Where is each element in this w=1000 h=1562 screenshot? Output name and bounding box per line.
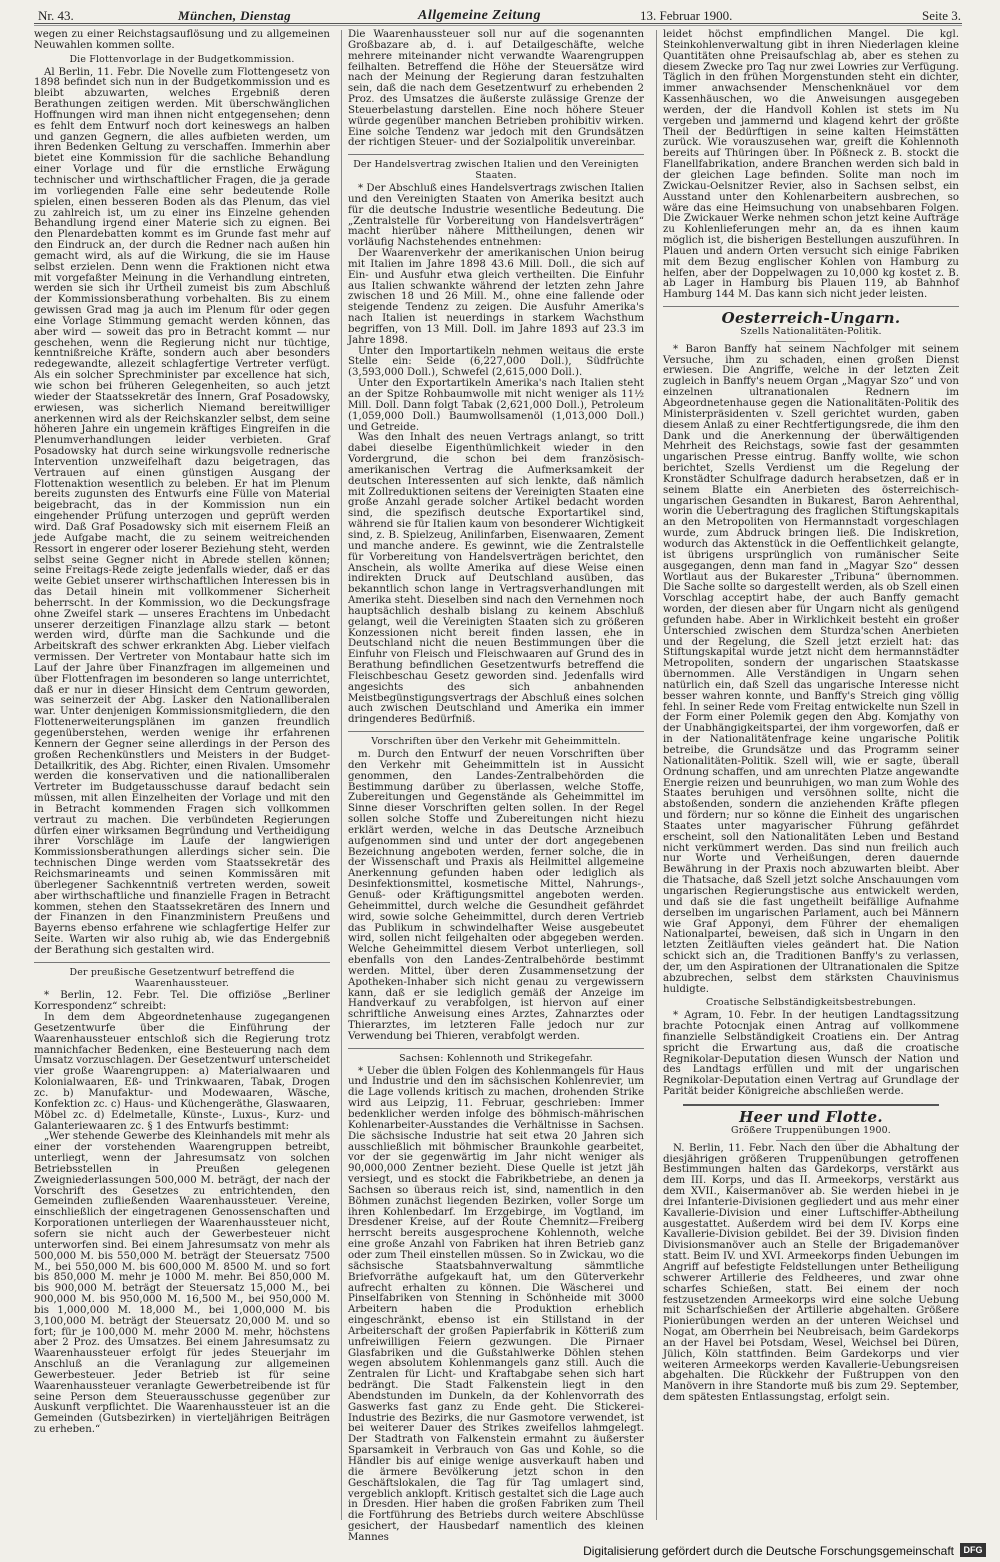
department-heading: Oesterreich-Ungarn.: [721, 309, 901, 328]
masthead-rule: [34, 23, 962, 24]
section-separator: [34, 962, 330, 963]
footer-credit: Digitalisierung gefördert durch die Deutsche Forschungsgemeinschaft: [583, 1544, 954, 1558]
paragraph: In dem dem Abgeordnetenhause zugegangenen Gesetzentwurfe über die Einführung der Waarenhaussteuer entschloß sich die Regierung trotz mannichfacher Bedenken, eine Besteuerung nach dem Umsatz vorzuschlagen. Der Gesetzentwurf unterscheidet vier große Waarengruppen: a) Materialwaaren und Kolonialwaaren, Eß- und Trinkwaaren, Tabak, Drogen zc. b) Manufaktur- und Modewaaren, Wäsche, Konfektion zc. c) Haus- und Küchengeräthe, Glaswaaren, Möbel zc. d) Edelmetalle, Künste-, Luxus-, Kurz- und Galanteriewaaren zc. § 1 des Entwurfs bestimmt:: [34, 1012, 330, 1132]
paragraph: wegen zu einer Reichstagsauflösung und zu allgemeinen Neuwahlen kommen sollte.: [34, 29, 330, 51]
section-heading: Größere Truppenübungen 1900.: [731, 1124, 891, 1136]
section-separator: [663, 306, 959, 307]
heading-rule: [776, 341, 846, 342]
dfg-logo: DFG: [960, 1543, 986, 1557]
paragraph: * Berlin, 12. Febr. Tel. Die offiziöse „Berliner Korrespondenz“ schreibt:: [34, 990, 330, 1013]
paragraph: Al Berlin, 11. Febr. Die Novelle zum Flottengesetz von 1898 befindet sich nun in der Budgetkommission und es bleibt abzuwarten, welches Ergebniß deren Berathungen zeitigen werden. Mit überschwänglichen Hoffnungen wird man ihnen nicht entgegensehen; denn es fehlt dem Entwurf noch dort keineswegs an halben und ganzen Gegnern, die alles aufbieten werden, um ihren Bedenken Geltung zu verschaffen. Immerhin aber bietet eine Kommission für die sachliche Behandlung einer Vorlage und für die ernstliche Erwägung technischer und wirthschaftlicher Fragen, die ja gerade im vorliegenden Falle eine sehr bedeutende Rolle spielen, einen besseren Boden als das Plenum, das viel zu zahlreich ist, um zu einer ins Einzelne gehenden Behandlung irgend einer Materie sich zu eignen. Bei den Plenardebatten kommt es im Grunde fast mehr auf den Eindruck an, der durch die Redner nach außen hin gemacht wird, als auf die Wirkung, die sie im Hause selbst erzielen. Denn wenn die Fraktionen nicht etwa mit vorgefaßter Meinung in die Verhandlung eintreten, werden sie sich ihr Urtheil zumeist bis zum Abschluß der Kommissionsberathung vorbehalten. Bis zu einem gewissen Grad mag ja auch im Plenum für oder gegen eine Vorlage Stimmung gemacht werden können, das aber wird — soweit das pro in Betracht kommt — nur geschehen, wenn die Regierung nicht nur tüchtige, kenntnißreiche Kräfte, sondern auch aber besonders redegewandte, allezeit schlagfertige Vertreter verfügt. Als ein solcher Sprechminister par excellence hat sich, wie schon bei früheren Gelegenheiten, so auch jetzt wieder der Staatssekretär des Innern, Graf Posadowsky, erwiesen, was sicherlich Niemand bereitwilliger anerkennen wird als der Reichskanzler selbst, dem seine höheren Jahre ein ungemein kräftiges Eingreifen in die Plenumverhandlungen leider verbieten. Graf Posadowsky hat durch seine wirkungsvolle rednerische Intervention unzweifelhaft dazu beigetragen, das Vertrauen auf einen günstigen Ausgang der Flottenaktion wesentlich zu beleben. Er hat im Plenum bereits zugunsten des Entwurfs eine Fülle von Material beigebracht, das in der Kommission nun ein eingehender Prüfung unterzogen und geprüft werden wird. Daß Graf Posadowsky sich mit eisernem Fleiß an jede Aufgabe macht, die zu seinem weitreichenden Ressort in engerer oder loserer Beziehung steht, werden selbst seine Gegner nicht in Abrede stellen können; seine Freitags-Rede zeigte jedenfalls wieder, daß er das weite Gebiet unserer wirthschaftlichen Interessen bis in das Detail hinein mit vollkommener Sicherheit beherrscht. In der Kommission, wo die Deckungsfrage ohne Zweifel stark — unseres Erachtens im Unbedacht unserer derzeitigen Finanzlage allzu stark — betont werden wird, dürfte man die Sachkunde und die Arbeitskraft des schwer erkrankten Abg. Lieber vielfach vermissen. Der Vertreter von Montabaur hatte sich im Lauf der Jahre über Finanzfragen im allgemeinen und über Flottenfragen im besonderen so lange unterrichtet, daß er nur in dieser Hinsicht dem Centrum geworden, was seinerzeit der Abg. Lasker den Nationalliberalen war. Unter denjenigen Kommissionsmitgliedern, die den Flottenerweiterungsplänen im ganzen freundlich gegenüberstehen, werden wenige ihr erfahrenen Kennern der Gegner seine allerdings in der Person des großen Rechenkünstlers und Meisters in der Budget-Detailkritik, des Abg. Richter, einen Rivalen. Umsomehr werden die konservativen und die nationalliberalen Vertreter im Budgetausschusse darauf bedacht sein müssen, mit allen Einzelheiten der Vorlage und mit den in Betracht kommenden Fragen sich vollkommen vertraut zu machen. Die verbündeten Regierungen dürfen einer wirksamen Begründung und Vertheidigung ihrer Vorschläge im Laufe der langwierigen Kommissionsberathungen allerdings sicher sein. Die technischen Dinge werden vom Staatssekretär des Reichsmarineamts und seinen Kommissären mit überlegener Sachkenntniß vertreten werden, soweit aber wirthschaftliche und finanzielle Fragen in Betracht kommen, stehen den Staatssekretären des Innern und der Finanzen in den Finanzministern Preußens und Bayerns ebenso erfahrene wie schlagfertige Helfer zur Seite. Warten wir also ruhig ab, wie das Endergebniß der Berathung sich gestalten wird.: [34, 66, 330, 956]
section-heading: Szells Nationalitäten-Politik.: [740, 325, 882, 337]
section-separator: [348, 731, 644, 732]
page-number: Nr. 43.: [38, 8, 74, 23]
column-2: [348, 29, 644, 1543]
paragraph: Die Waarenhaussteuer soll nur auf die sogenannten Großbazare ab, d. i. auf Detailgeschäfte, welche mehrere miteinander nicht verwandte Waarengruppen feilhalten. Betreffend die Höhe der Steuersätze wird nach der Meinung der Regierung daran festzuhalten sein, daß die nach dem Gesetzentwurf zu erhebenden 2 Proz. des Umsatzes die äußerste zulässige Grenze der Steuerbelastung darstellen. Eine noch höhere Steuer würde gegenüber manchen Betrieben prohibitiv wirken. Eine solche Tendenz war jedoch mit den Grundsätzen der richtigen Steuer- und der Sozialpolitik unvereinbar.: [348, 29, 644, 149]
section-heading: Sachsen: Kohlennoth und Strikegefahr.: [399, 1052, 593, 1064]
column-divider: [341, 30, 342, 1520]
paragraph: m. Durch den Entwurf der neuen Vorschriften über den Verkehr mit Geheimmitteln ist in Aussicht genommen, den Landes-Zentralbehörden die Bestimmung darüber zu überlassen, welche Stoffe, Zubereitungen und Gegenstände als Geheimmittel im Sinne dieser Vorschriften gelten sollen. In der Regel sollen solche Stoffe und Zubereitungen nicht hiezu erklärt werden, welche in das Deutsche Arzneibuch aufgenommen sind und unter der dort angegebenen Bezeichnung angeboten werden, ferner solche, die in der Wissenschaft und Praxis als Heilmittel allgemeine Anerkennung gefunden haben oder lediglich als Desinfektionsmittel, kosmetische Mittel, Nahrungs-, Genuß- oder Kräftigungsmittel angeboten werden. Geheimmittel, durch welche die Gesundheit gefährdet wird, sowie solche Geheimmittel, durch deren Vertrieb das Publikum in schwindelhafter Weise ausgebeutet wird, sollen nicht feilgehalten oder abgegeben werden. Welche Geheimmittel diesem Verbot unterliegen, soll ebenfalls von den Landes-Zentralbehörde bestimmt werden. Mittel, über deren Zusammensetzung der Apotheken-Inhaber sich nicht genau zu vergewissern kann, daß er sie lediglich gemäß der Anzeige im Handverkauf zu verabfolgen, ist hiervon auf einer schriftliche Anweisung eines Arztes, Zahnarztes oder Thierarztes, im letzteren Falle jedoch nur zur Verwendung bei Thieren, verabfolgt werden.: [348, 749, 644, 1042]
paragraph: Unter den Exportartikeln Amerika's nach Italien steht an der Spitze Rohbaumwolle mit nicht weniger als 11½ Mill. Doll. Dann folgt Tabak (2,621,000 Doll.), Petroleum (1,059,000 Doll.) Baumwollsamenöl (1,013,000 Doll.) und Getreide.: [348, 378, 644, 433]
section-heading: Vorschriften über den Verkehr mit Geheimmitteln.: [371, 736, 621, 748]
department-heading: Heer und Flotte.: [739, 1108, 883, 1126]
section-heading: Der Handelsvertrag zwischen Italien und den Vereinigten Staaten.: [353, 159, 639, 182]
page-side: Seite 3.: [922, 8, 961, 23]
section-separator: [348, 1048, 644, 1049]
section-separator: [683, 1104, 939, 1106]
column-1: [34, 30, 330, 1520]
publication-date: 13. Februar 1900.: [640, 8, 733, 23]
masthead-rule-2: [34, 25, 962, 26]
paragraph: * Ueber die üblen Folgen des Kohlenmangels für Haus und Industrie und den im sächsischen Kohlenrevier, um die Lage vollends kritisch zu machen, drohenden Strike wird aus Leipzig, 11. Februar, geschrieben: Immer bedenklicher werden infolge des böhmisch-mährischen Kohlenarbeiter-Ausstandes die Verhältnisse in Sachsen. Die sächsische Industrie hat seit etwa 20 Jahren sich ausschließlich mit böhmischer Braunkohle gearbeitet, vor der sie gegenwärtig im Jahr nicht weniger als 90,000,000 Zentner bezieht. Diese Quelle ist jetzt jäh versiegt, und es stockt die Fabrikbetriebe, an denen ja Sachsen so überaus reich ist, sind, namentlich in den Böhmen zunächst liegenden Bezirken, voller Sorge um ihren Kohlenbedarf. Im Erzgebirge, im Vogtland, im Dresdener Kreise, auf der Route Chemnitz—Freiberg herrscht bereits ausgesprochene Kohlennoth, welche eine große Anzahl von Fabriken hat ihren Betrieb ganz oder zum Theil einstellen müssen. So in Zwickau, wo die sächsische Staatsbahnverwaltung sämmtliche Briefvorräthe aufgekauft hat, um den Güterverkehr aufrecht erhalten zu können. Die Wäscherei und Pinselfabriken von Stenning in Schönheide mit 3000 Arbeitern haben die Produktion erheblich eingeschränkt, ebenso ist ein Stillstand in der Arbeiterschaft der großen Papierfabrik in Kötteriß zum unfreiwilligen Feiern gezwungen. Die Pirnaer Glasfabriken und die Gußstahlwerke Döhlen stehen wegen absolutem Kohlenmangels ganz still. Auch die Zentralen für Licht- und Kraftabgabe sehen sich hart bedrängt. Die Stadt Falkenstein liegt in den Abendstunden im Dunkeln, da der Kohlenvorrath des Gaswerks fast ganz zu Ende geht. Die Stickerei-Industrie des Bezirks, die nur Gasmotore verwendet, ist bei weiterer Dauer des Strikes zweifellos lahmgelegt. Der Stadtrath von Falkenstein ermahnt zu äußerster Sparsamkeit in Verbrauch von Gas und Kohle, so die Händler bis auf einige wenige ausverkauft haben und die ärmere Bevölkerung jetzt schon in den Geschäftslokalen, die Tag für Tag umlagert sind, vergeblich anklopft. Kritisch gestaltet sich die Lage auch in Dresden. Hier haben die großen Fabriken zum Theil die Fortführung des Betriebs durch weitere Abschlüsse gesichert, der Hausbedarf namentlich des kleinen Mannes: [348, 1065, 644, 1543]
section-heading: Croatische Selbständigkeitsbestrebungen.: [705, 997, 917, 1009]
paragraph: „Wer stehende Gewerbe des Kleinhandels mit mehr als einer der vorstehenden Waarengruppen betreibt, unterliegt, wenn der Jahresumsatz von solchen Betriebsstellen in Preußen gelegenen Zweigniederlassungen 500,000 M. beträgt, der nach der Vorschrift des Gesetzes zu entrichtenden, den Gemeinden zufließenden Waarenhaussteuer. Vereine, einschließlich der eingetragenen Genossenschaften und Korporationen unterliegen der Waarenhaussteuer nicht, sofern sie nicht auch der Gewerbesteuer nicht unterworfen sind. Bei einem Jahresumsatz von mehr als 500,000 M. bis 550,000 M. beträgt der Steuersatz 7500 M., bei 550,000 M. bis 600,000 M. 8500 M. und so fort bis 850,000 M. mehr je 1000 M. mehr. Bei 850,000 M. bis 900,000 M. beträgt der Steuersatz 15,000 M., bei 900,000 M. bis 950,000 M. 16,500 M., bei 950,000 M. bis 1,000,000 M. 18,000 M., bei 1,000,000 M. bis 3,100,000 M. beträgt der Steuersatz 20,000 M. und so fort; für je 100,000 M. mehr 2000 M. mehr, höchstens aber 2 Proz. des Umsatzes. Bei einem Jahresumsatz zu Waarenhaussteuer erfolgt für jedes Steuerjahr im Anschluß an die Veranlagung zur allgemeinen Gewerbesteuer. Jeder Betrieb ist für seine Waarenhaussteuer veranlagte Gewerbetreibende ist für seine Person dem Steuerausschusse gegenüber zur Auskunft verpflichtet. Die Waarenhaussteuer ist an die Gemeinden (Gutsbezirken) in vierteljährigen Beiträgen zu erheben.“: [34, 1131, 330, 1436]
heading-rule: [776, 1140, 846, 1141]
paragraph: * Baron Banffy hat seinem Nachfolger mit seinem Versuche, ihm zu schaden, einen großen Dienst erwiesen. Die Angriffe, welche in der letzten Zeit zugleich in Banffy's neuem Organ „Magyar Szo“ und von einzelnen ultranationalen Rednern im Abgeordnetenhause gegen die Nationalitäten-Politik des Ministerpräsidenten v. Szell gerichtet wurden, gaben diesem Anlaß zu einer Rechtfertigungsrede, die ihm den Dank und die Anerkennung der überwältigenden Mehrheit des Reichstags, sowie fast der gesammten ungarischen Presse eintrug. Banffy wollte, wie schon berichtet, Szells Verdienst um die Regelung der Kronstädter Schulfrage dadurch herabsetzen, daß er in seinem Blatte ein Anerbieten des österreichisch-ungarischen Gesandten in Bukarest, Baron Aehrenthal, worin die Uebertragung des fraglichen Stiftungskapitals an den Metropoliten von Hermannstadt vorgeschlagen wurde, zum Abdruck bringen ließ. Die Indiskretion, wodurch das Aktenstück in die Oeffentlichkeit gelangte, ist übrigens ursprünglich von rumänischer Seite ausgegangen, denn man fand in „Magyar Szo“ dessen Wortlaut aus der Bukarester „Tribuna“ übernommen. Die Sache sollte so dargestellt werden, als ob Szell einen Vorschlag acceptirt habe, der auch Banffy gemacht worden, der diesen aber für Ungarn nicht als genügend gefunden habe. Aber in Wirklichkeit besteht ein großer Unterschied zwischen dem Sturdza'schen Anerbieten und der Regelung, die Szell jetzt erzielt hat: das Stiftungskapital wurde jetzt nicht dem hermannstädter Metropoliten, sondern der ungarischen Staatskasse übernommen. Alle Verständigen in Ungarn sehen natürlich ein, daß Szell das ungarische Interesse nicht besser wahren konnte, und Banffy's Streich ging völlig fehl. In seiner Rede vom Freitag entwickelte nun Szell in der Form einer Polemik gegen den Abg. Komjathy von der Unabhängigkeitspartei, der ihm vorgeworfen, daß er in der Nationalitätenfrage keine ungarische Politik betreibe, die Grundsätze und das Programm seiner Nationalitäten-Politik. Szell will, wie er sagte, überall Ordnung schaffen, und am unrechten Platze angewandte Energie reizen und beunruhigen, wo man zum Wohle des Staates beruhigen und versöhnen sollte, nicht die abstoßenden, sondern die anziehenden Kräfte pflegen und fördern; nur so könne die Einheit des ungarischen Staates unter magyarischer Führung gefährdet erscheint, soll den Nationalitäten Leben und Bestand nicht verkümmert werden. Das sind nun freilich auch nur Worte und Verheißungen, deren dauernde Bewährung in der Praxis noch abzuwarten bleibt. Aber die Thatsache, daß Szell jetzt solche Anschauungen vom ungarischen Regierungstische aus entwickelt werden, und daß sie die fast ungetheilt beifällige Aufnahme derselben im ungarischen Parlament, auch bei Männern wie Graf Apponyi, dem Führer der ehemaligen Nationalpartei, beweisen, daß sich in Ungarn in den letzten Zeitläuften vieles geändert hat. Die Nation schickt sich an, die Traditionen Banffy's zu verlassen, der, um den Aspirationen der Ultranationalen die Spitze abzubrechen, selbst dem stärksten Chauvinismus huldigte.: [663, 343, 959, 995]
masthead: [0, 0, 1000, 24]
paragraph: Der Waarenverkehr der amerikanischen Union beirug mit Italien im Jahre 1898 43.6 Mill. Doll., die sich auf Ein- und Ausfuhr etwa gleich vertheilten. Die Einfuhr aus Italien schwankte während der letzten zehn Jahre zwischen 18 und 26 Mill. M., ohne eine fallende oder steigende Tendenz zu zeigen. Die Ausfuhr Amerika's nach Italien ist neuerdings in starkem Wachsthum begriffen, von 13 Mill. Doll. im Jahre 1893 auf 23.3 im Jahre 1898.: [348, 248, 644, 346]
column-divider: [656, 30, 657, 1520]
digitization-footer: [0, 1540, 1000, 1562]
section-heading: Der preußische Gesetzentwurf betreffend die Waarenhaussteuer.: [69, 966, 295, 989]
paragraph: * Agram, 10. Febr. In der heutigen Landtagssitzung brachte Potocnjak einen Antrag auf vollkommene finanzielle Selbständigkeit Croatiens ein. Der Antrag spricht die Erwartung aus, daß die croatische Regnikolar-Deputation diesen Wunsch der Nation und des Landtags erfüllen und mit der ungarischen Regnikolar-Deputation einen Vertrag auf Grundlage der Parität beider Königreiche abschließen werde.: [663, 1010, 959, 1098]
dateline: München, Dienstag: [178, 8, 291, 23]
column-3: [663, 30, 959, 1520]
paragraph: leidet höchst empfindlichen Mangel. Die kgl. Steinkohlenverwaltung gibt in ihren Niederlagen kleine Quantitäten ohne Preisaufschlag ab, aber es stehen zu diesem Zwecke pro Tag nur zwei Lowries zur Verfügung. Täglich in den frühen Morgenstunden steht ein dichter, immer anwachsender Menschenknäuel vor dem Kassenhäuschen, wo die Anweisungen ausgegeben werden, der die Handvoll Kohlen ist stets im Nu vergeben und jammernd und klagend kehrt der größte Theil der Bedürftigen in seine kalten Heimstätten zurück. Wie vorauszusehen war, greift die Kohlennoth bereits auf Thüringen über. In Pößneck z. B. stockt die Flanellfabrikation, andere Branchen werden sich bald in der gleichen Lage befinden. Solite man noch im Zwickau-Oelsnitzer Revier, also in Sachsen selbst, ein Ausstand unter den Kohlenarbeitern ausbrechen, so wäre das eine Heimsuchung von unabsehbaren Folgen. Die Zwickauer Werke nehmen schon jetzt keine Aufträge zu Kohlenlieferungen mehr an, da es ihnen kaum möglich ist, die bisherigen Bestellungen auszuführen. In Plauen und andern Orten versucht sich einige Fabriken mit dem Bezug englischer Kohlen von Hamburg zu helfen, aber der Doppelwagen zu 10,000 kg kostet z. B. ab Lager in Hamburg bis Plauen 119, ab Bahnhof Hamburg 144 M. Das kann sich nicht jeder leisten.: [663, 29, 959, 301]
paragraph: N. Berlin, 11. Febr. Nach den über die Abhaltung der diesjährigen größeren Truppenübungen getroffenen Bestimmungen halten das Gardekorps, verstärkt aus dem III. Korps, und das II. Armeekorps, verstärkt aus dem XVII., Kaisermanöver ab. Sie werden hiebei in je drei Infanterie-Divisionen gegliedert und aus mehr einer Kavallerie-Division und einer Luftschiffer-Abtheilung ausgestattet. Außerdem wird bei dem IV. Korps eine Kavallerie-Division gebildet. Bei der 39. Division finden Divisionsmanöver auch an Stelle der Brigademanöver statt. Beim IV. und XVI. Armeekorps finden Uebungen im Angriff auf befestigte Feldstellungen unter Betheiligung schwerer Artillerie des Feldheeres, und zwar ohne scharfes Schießen, statt. Bei einem der noch festzusetzenden Armeekorps wird eine solche Uebung mit Scharfschießen der Artillerie abgehalten. Größere Pionierübungen werden an der unteren Weichsel und Nogat, am Oberrhein bei Neubreisach, beim Gardekorps an der Havel bei Potsdam, Wesel, Weichsel bei Düren, Jülich, Köln stattfinden. Beim Gardekorps und vier weiteren Armeekorps werden Kavallerie-Uebungsreisen abgehalten. Die Rückkehr der Fußtruppen von den Manövern in ihre Standorte muß bis zum 29. September, dem spätesten Entlassungstag, erfolgt sein.: [663, 1142, 959, 1404]
paragraph: Unter den Importartikeln nehmen weitaus die erste Stelle ein: Seide (6,227,000 Doll.), Südfrüchte (3,593,000 Doll.), Schwefel (2,615,000 Doll.).: [348, 345, 644, 379]
paragraph: * Der Abschluß eines Handelsvertrags zwischen Italien und den Vereinigten Staaten von Amerika besitzt auch für die deutsche Industrie wesentliche Bedeutung. Die „Zentralstelle für Vorbereitung von Handelsverträgen“ macht hierüber nähere Mittheilungen, denen wir vorläufig Nachstehendes entnehmen:: [348, 182, 644, 249]
section-heading: Die Flottenvorlage in der Budgetkommission.: [69, 53, 295, 65]
newspaper-title: Allgemeine Zeitung: [418, 8, 541, 23]
section-separator: [348, 154, 644, 155]
paragraph: Was den Inhalt des neuen Vertrags anlangt, so tritt dabei dieselbe Eigenthümlichkeit wieder in den Vordergrund, die schon bei dem französisch-amerikanischen Vertrag die Aufmerksamkeit der deutschen Interessenten auf sich lenkte, daß nämlich mit Zollreduktionen seitens der Vereinigten Staaten eine große Anzahl gerade solcher Artikel bedacht worden sind, die spezifisch deutsche Exportartikel sind, während sie für Italien kaum von besonderer Wichtigkeit sind, z. B. Spielzeug, Anilinfarben, Eisenwaaren, Zement und manche andere. Es gewinnt, wie die Zentralstelle für Vorbereitung von Handelsverträgen berichtet, den Anschein, als wollte Amerika auf diese Weise einen indirekten Druck auf Deutschland ausüben, das bekanntlich schon lange in Vertragsverhandlungen mit Amerika steht. Dieselben sind nach den Vernehmen noch hauptsächlich deshalb bislang zu keinem Abschluß gelangt, weil die Vereinigten Staaten sich zu größeren Konzessionen nicht bereit finden lassen, ehe in Deutschland nicht die neuen Bestimmungen über die Einfuhr von Fleisch und Fleischwaaren auf Grund des in Berathung befindlichen Gesetzentwurfs betreffend die Fleischbeschau Gesetz geworden sind. Jedenfalls wird angesichts des sich anbahnenden Meistbegünstigungsvertrags der Abschluß eines solchen auch zwischen Deutschland und Amerika ein immer dringenderes Bedürfniß.: [348, 432, 644, 726]
